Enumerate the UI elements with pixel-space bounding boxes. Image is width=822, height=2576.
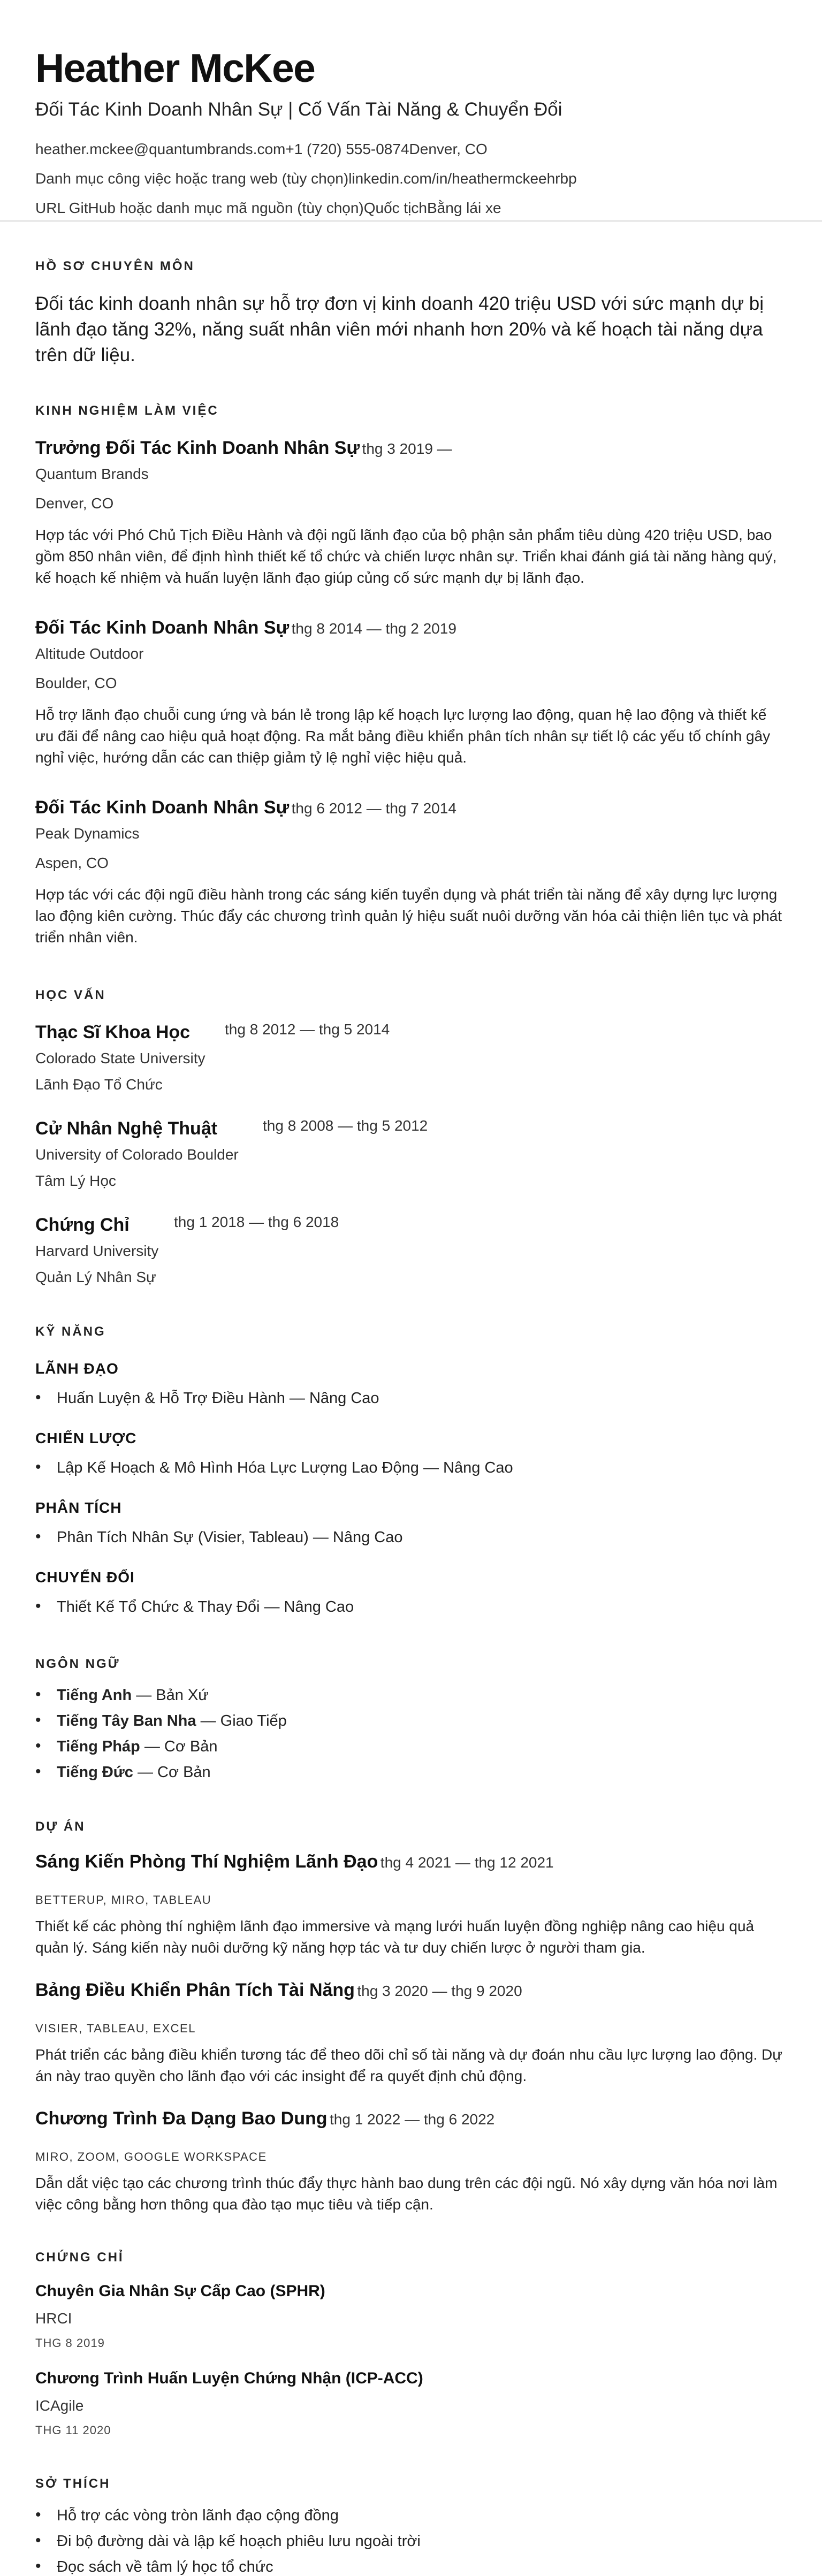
language-item <box>57 1687 209 1704</box>
project-title: Bảng Điều Khiển Phân Tích Tài Năng <box>35 1980 355 2000</box>
profile-text: Đối tác kinh doanh nhân sự hỗ trợ đơn vị kinh doanh 420 triệu USD với sức mạnh dự bị lãnh đạo tăng 32%, năng suất nhân viên mới nhanh hơn 20% và kế hoạch tài năng dựa trên dữ liệu. <box>35 293 764 365</box>
project-description: Phát triển các bảng điều khiển tương tác để theo dõi chỉ số tài năng và dự đoán nhu cầu lực lượng lao động. Dự án này trao quyền cho lãnh đạo với các insight để ra quyết định chủ động. <box>35 2046 782 2084</box>
project-tags: VISIER, TABLEAU, EXCEL <box>35 2022 196 2035</box>
interest-item: • Đọc sách về tâm lý học tổ chức <box>57 2558 273 2576</box>
language-item <box>57 1738 218 1756</box>
degree-dates: thg 8 2012 — thg 5 2014 <box>225 1021 390 1038</box>
degree-field: Tâm Lý Học <box>35 1172 116 1189</box>
language-item <box>57 1712 287 1730</box>
skill-item: • Huấn Luyện & Hỗ Trợ Điều Hành — Nâng Cao <box>57 1390 379 1407</box>
language-level: — Giao Tiếp <box>196 1712 287 1729</box>
certifications-heading: CHỨNG CHỈ <box>35 2250 124 2265</box>
project-description: Dẫn dắt việc tạo các chương trình thúc đẩy thực hành bao dung trên các đội ngũ. Nó xây dựng văn hóa nơi làm việc công bằng hơn thông qua đào tạo mục tiêu và tiếp cận. <box>35 2175 778 2213</box>
interest-item: • Hỗ trợ các vòng tròn lãnh đạo cộng đồng <box>57 2507 339 2525</box>
skill-group-name: LÃNH ĐẠO <box>35 1360 119 1377</box>
profile-heading: HỒ SƠ CHUYÊN MÔN <box>35 259 195 273</box>
project-title: Chương Trình Đa Dạng Bao Dung <box>35 2108 328 2129</box>
degree-field: Lãnh Đạo Tổ Chức <box>35 1076 163 1093</box>
job-title: Trưởng Đối Tác Kinh Doanh Nhân Sự <box>35 438 360 458</box>
skill-item: • Phân Tích Nhân Sự (Visier, Tableau) — Nâng Cao <box>57 1529 403 1546</box>
project-entry <box>35 1851 554 1872</box>
degree-title: Chứng Chỉ <box>35 1215 130 1235</box>
interest-item: • Đi bộ đường dài và lập kế hoạch phiêu lưu ngoài trời <box>57 2533 421 2550</box>
job-description: Hỗ trợ lãnh đạo chuỗi cung ứng và bán lẻ trong lập kế hoạch lực lượng lao động, quan hệ lao động và thiết kế ưu đãi để nâng cao hiệu quả hoạt động. Ra mắt bảng điều khiển phân tích nhân sự tiết lộ các yếu tố chính gây nghỉ việc, hướng dẫn các can thiệp giảm tỷ lệ nghỉ việc hiệu quả. <box>35 706 771 766</box>
candidate-name: Heather McKee <box>35 45 315 90</box>
cert-name: Chương Trình Huấn Luyện Chứng Nhận (ICP-ACC) <box>35 2369 423 2387</box>
skill-group-name: CHIẾN LƯỢC <box>35 1430 137 1446</box>
job-title: Đối Tác Kinh Doanh Nhân Sự <box>35 797 290 818</box>
project-description: Thiết kế các phòng thí nghiệm lãnh đạo immersive và mạng lưới huấn luyện đồng nghiệp nâng cao hiệu quả quản lý. Sáng kiến này nuôi dưỡng kỹ năng hợp tác và tư duy chiến lược ở người tham gia. <box>35 1918 755 1956</box>
header-divider <box>0 220 822 222</box>
contact-line-2: Danh mục công việc hoặc trang web (tùy chọn)linkedin.com/in/heathermckeehrbp <box>35 170 577 187</box>
skills-heading: KỸ NĂNG <box>35 1324 106 1339</box>
project-entry <box>35 2108 494 2129</box>
cert-date: THG 11 2020 <box>35 2423 111 2437</box>
language-item <box>57 1764 211 1781</box>
project-tags: BETTERUP, MIRO, TABLEAU <box>35 1893 212 1907</box>
job-company: Peak Dynamics <box>35 825 140 842</box>
degree-field: Quản Lý Nhân Sự <box>35 1269 156 1285</box>
skill-item: • Lập Kế Hoạch & Mô Hình Hóa Lực Lượng Lao Động — Nâng Cao <box>57 1459 513 1477</box>
job-description: Hợp tác với Phó Chủ Tịch Điều Hành và đội ngũ lãnh đạo của bộ phận sản phẩm tiêu dùng 420 triệu USD, bao gồm 850 nhân viên, để định hình thiết kế tổ chức và chiến lược nhân sự. Triển khai đánh giá tài năng hàng quý, kế hoạch kế nhiệm và huấn luyện lãnh đạo giúp củng cố sức mạnh dự bị lãnh đạo. <box>35 527 777 586</box>
interests-heading: SỞ THÍCH <box>35 2476 111 2491</box>
resume-page <box>35 0 822 2575</box>
skill-group-name: PHÂN TÍCH <box>35 1499 122 1516</box>
contact-line-3: URL GitHub hoặc danh mục mã nguồn (tùy chọn)Quốc tịchBằng lái xe <box>35 200 501 216</box>
degree-dates: thg 1 2018 — thg 6 2018 <box>174 1214 339 1230</box>
language-name: Tiếng Tây Ban Nha <box>57 1712 196 1729</box>
job-dates: thg 8 2014 — thg 2 2019 <box>291 620 456 637</box>
language-level: — Cơ Bản <box>133 1764 211 1781</box>
cert-issuer: HRCI <box>35 2310 72 2327</box>
project-dates: thg 3 2020 — thg 9 2020 <box>357 1983 522 1999</box>
language-name: Tiếng Đức <box>57 1764 133 1781</box>
language-name: Tiếng Anh <box>57 1687 132 1704</box>
job-location: Aspen, CO <box>35 855 109 871</box>
languages-heading: NGÔN NGỮ <box>35 1657 120 1671</box>
job-company: Quantum Brands <box>35 466 149 482</box>
cert-date: THG 8 2019 <box>35 2336 105 2350</box>
project-dates: thg 1 2022 — thg 6 2022 <box>330 2111 495 2128</box>
job-dates: thg 6 2012 — thg 7 2014 <box>291 800 456 817</box>
job-title: Đối Tác Kinh Doanh Nhân Sự <box>35 618 290 638</box>
job-entry <box>35 797 456 818</box>
project-dates: thg 4 2021 — thg 12 2021 <box>380 1854 554 1871</box>
job-company: Altitude Outdoor <box>35 645 144 662</box>
degree-title: Thạc Sĩ Khoa Học <box>35 1022 191 1042</box>
degree-dates: thg 8 2008 — thg 5 2012 <box>263 1117 428 1134</box>
school-name: University of Colorado Boulder <box>35 1146 239 1163</box>
job-location: Denver, CO <box>35 495 114 512</box>
language-level: — Cơ Bản <box>140 1738 218 1755</box>
degree-title: Cử Nhân Nghệ Thuật <box>35 1118 218 1139</box>
language-name: Tiếng Pháp <box>57 1738 140 1755</box>
school-name: Harvard University <box>35 1243 159 1259</box>
candidate-title: Đối Tác Kinh Doanh Nhân Sự | Cố Vấn Tài Năng & Chuyển Đổi <box>35 99 562 120</box>
school-name: Colorado State University <box>35 1050 206 1066</box>
project-title: Sáng Kiến Phòng Thí Nghiệm Lãnh Đạo <box>35 1851 378 1872</box>
project-tags: MIRO, ZOOM, GOOGLE WORKSPACE <box>35 2150 267 2163</box>
project-entry <box>35 1980 522 2001</box>
job-description: Hợp tác với các đội ngũ điều hành trong các sáng kiến tuyển dụng và phát triển tài năng để xây dựng lực lượng lao động kiên cường. Thúc đẩy các chương trình quản lý hiệu suất nuôi dưỡng văn hóa cải thiện liên tục và phát triển nhân viên. <box>35 886 782 946</box>
job-entry <box>35 438 452 459</box>
cert-name: Chuyên Gia Nhân Sự Cấp Cao (SPHR) <box>35 2282 325 2300</box>
contact-line-1: heather.mckee@quantumbrands.com+1 (720) 555-0874Denver, CO <box>35 141 488 157</box>
skill-group-name: CHUYỂN ĐỔI <box>35 1569 135 1586</box>
language-level: — Bản Xứ <box>132 1687 209 1704</box>
education-heading: HỌC VẤN <box>35 988 106 1002</box>
cert-issuer: ICAgile <box>35 2397 84 2414</box>
job-dates: thg 3 2019 — <box>362 440 452 457</box>
experience-heading: KINH NGHIỆM LÀM VIỆC <box>35 403 219 418</box>
job-entry <box>35 618 456 638</box>
skill-item: • Thiết Kế Tổ Chức & Thay Đổi — Nâng Cao <box>57 1598 354 1616</box>
projects-heading: DỰ ÁN <box>35 1819 86 1834</box>
job-location: Boulder, CO <box>35 675 117 691</box>
